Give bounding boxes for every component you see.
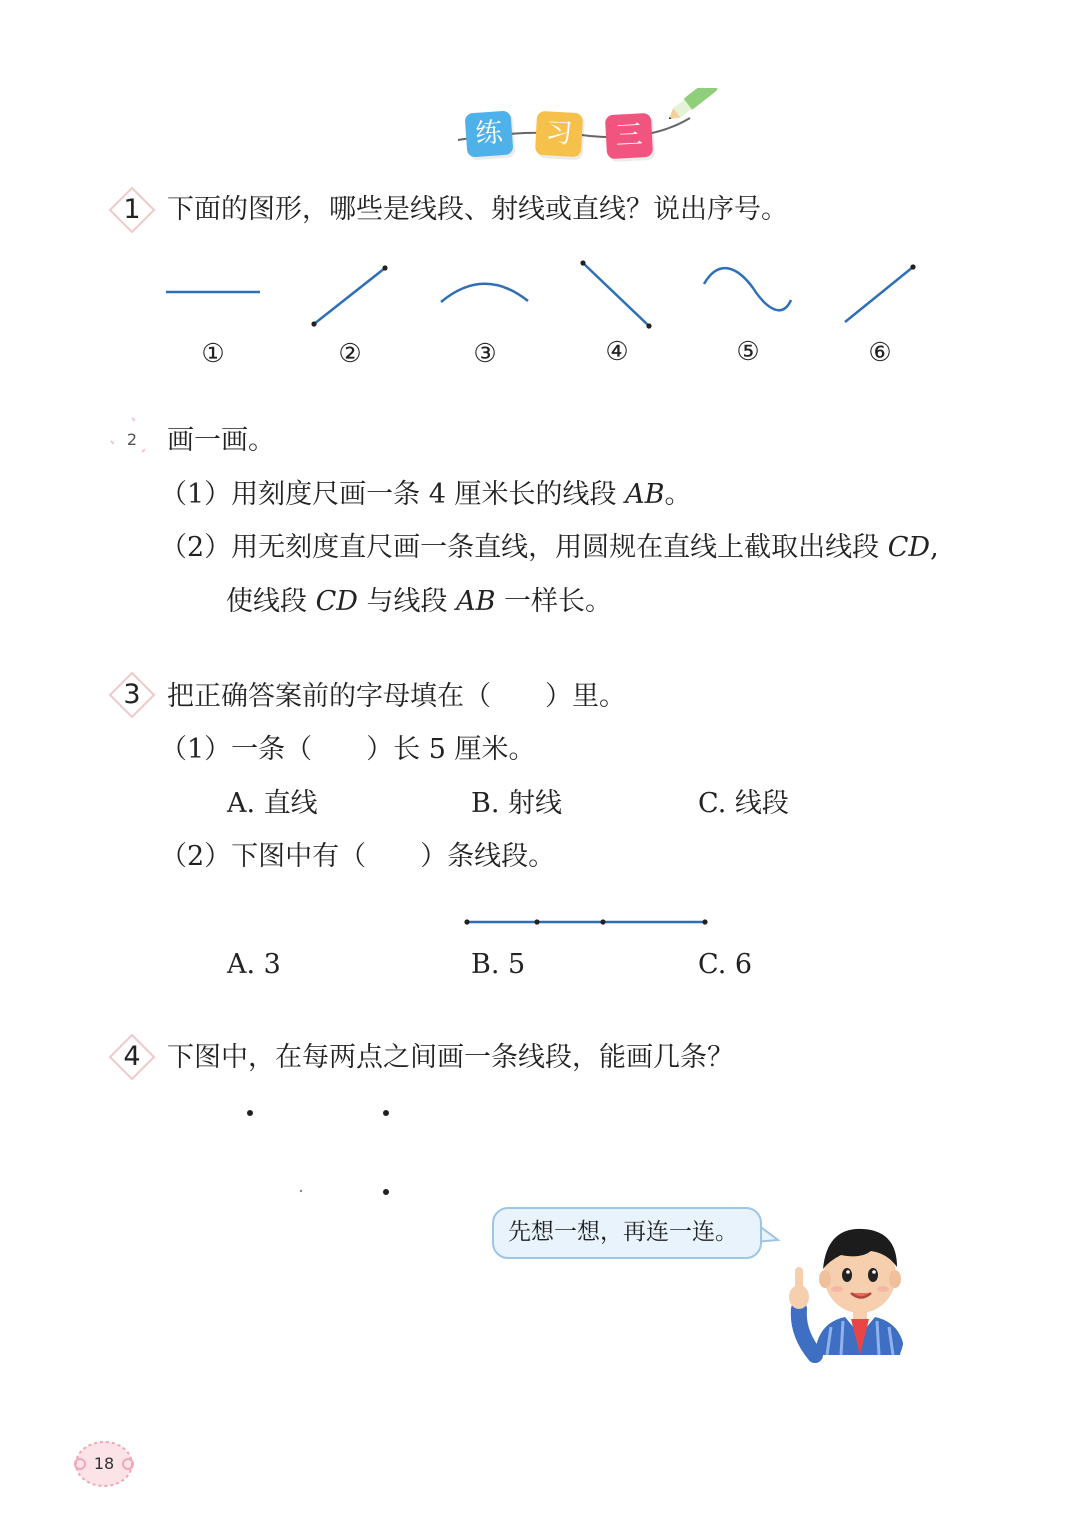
q1-label-5: ⑤ xyxy=(736,337,760,367)
figure-2-segment xyxy=(314,268,385,324)
figure-4-endpoint-a xyxy=(580,260,585,265)
figure-6-endpoint xyxy=(910,264,915,269)
q2-line2-c: 一样长。 xyxy=(495,586,613,617)
q2-line2-ab: AB xyxy=(456,586,496,617)
q3-point-4 xyxy=(702,919,707,924)
q1-label-1: ① xyxy=(201,339,225,369)
title-char-3: 三 xyxy=(605,113,653,159)
q3-point-1 xyxy=(464,919,469,924)
title-char-1: 练 xyxy=(465,110,514,157)
q1-figures xyxy=(150,250,950,340)
q4-point-1 xyxy=(247,1110,253,1116)
q3-number-badge xyxy=(108,671,156,719)
q3-text: 把正确答案前的字母填在（ ）里。 xyxy=(167,681,626,712)
q2-text: 画一画。 xyxy=(167,425,275,456)
q2-part-2-text: （2）用无刻度直尺画一条直线，用圆规在直线上截取出线段 xyxy=(160,532,888,563)
q3-p2-option-a: A. 3 xyxy=(227,949,281,980)
q3-point-3 xyxy=(600,919,605,924)
q2-part-1 xyxy=(160,478,691,512)
q4-number: 4 xyxy=(123,1041,141,1072)
q1-label-4: ④ xyxy=(605,337,629,367)
page-number: 18 xyxy=(93,1454,115,1473)
q4-text: 下图中，在每两点之间画一条线段，能画几条？ xyxy=(167,1042,734,1073)
boy-illustration xyxy=(775,1205,920,1365)
q3-p1-option-a: A. 直线 xyxy=(227,788,318,819)
q3-part-2: （2）下图中有（ ）条线段。 xyxy=(160,841,556,872)
title-char-2: 习 xyxy=(535,111,583,157)
q3-p2-option-b: B. 5 xyxy=(471,949,526,980)
figure-2-endpoint-b xyxy=(382,265,387,270)
speech-bubble xyxy=(492,1207,762,1259)
q1-label-6: ⑥ xyxy=(868,338,892,368)
q4-number-badge xyxy=(108,1033,156,1081)
q3-p1-option-c: C. 线段 xyxy=(698,788,789,819)
figure-2-endpoint-a xyxy=(311,321,316,326)
q2-part-1-end: 。 xyxy=(664,479,692,510)
q1-number-badge xyxy=(108,186,156,234)
q2-part-2-cd: CD xyxy=(887,532,931,563)
figure-4-endpoint-b xyxy=(646,323,651,328)
q3-number: 3 xyxy=(123,679,141,710)
q1-label-3: ③ xyxy=(473,339,497,369)
q4-point-3 xyxy=(383,1189,389,1195)
q3-part-1: （1）一条（ ）长 5 厘米。 xyxy=(160,734,536,765)
q2-part-2-comma: , xyxy=(930,532,939,563)
figure-6-ray xyxy=(845,267,913,322)
q4-point-2 xyxy=(383,1110,389,1116)
q4-points-figure xyxy=(230,1098,410,1208)
page-number-badge xyxy=(72,1437,136,1491)
figure-4-segment xyxy=(583,263,649,326)
q3-point-2 xyxy=(534,919,539,924)
q2-number-badge xyxy=(108,416,156,464)
q1-label-2: ② xyxy=(338,339,362,369)
q2-part-1-ab: AB xyxy=(625,479,665,510)
q3-segment-figure xyxy=(460,910,720,934)
q1-text: 下面的图形，哪些是线段、射线或直线？说出序号。 xyxy=(167,194,788,225)
figure-5-curve xyxy=(704,268,791,310)
q3-p1-option-b: B. 射线 xyxy=(471,788,563,819)
figure-3-arc xyxy=(441,284,528,302)
q4-faint-mark xyxy=(300,1190,302,1192)
q3-p2-option-c: C. 6 xyxy=(698,949,753,980)
q2-line2-cd: CD xyxy=(315,586,358,617)
q2-part-2 xyxy=(160,531,939,565)
q1-number: 1 xyxy=(123,194,141,225)
q2-part-1-text: （1）用刻度尺画一条 4 厘米长的线段 xyxy=(160,479,626,510)
q2-part-2-line2 xyxy=(226,585,612,619)
q2-line2-b: 与线段 xyxy=(357,586,457,617)
q2-line2-a: 使线段 xyxy=(226,586,316,617)
q2-number: 2 xyxy=(126,430,138,449)
speech-bubble-text: 先想一想，再连一连。 xyxy=(508,1219,738,1245)
